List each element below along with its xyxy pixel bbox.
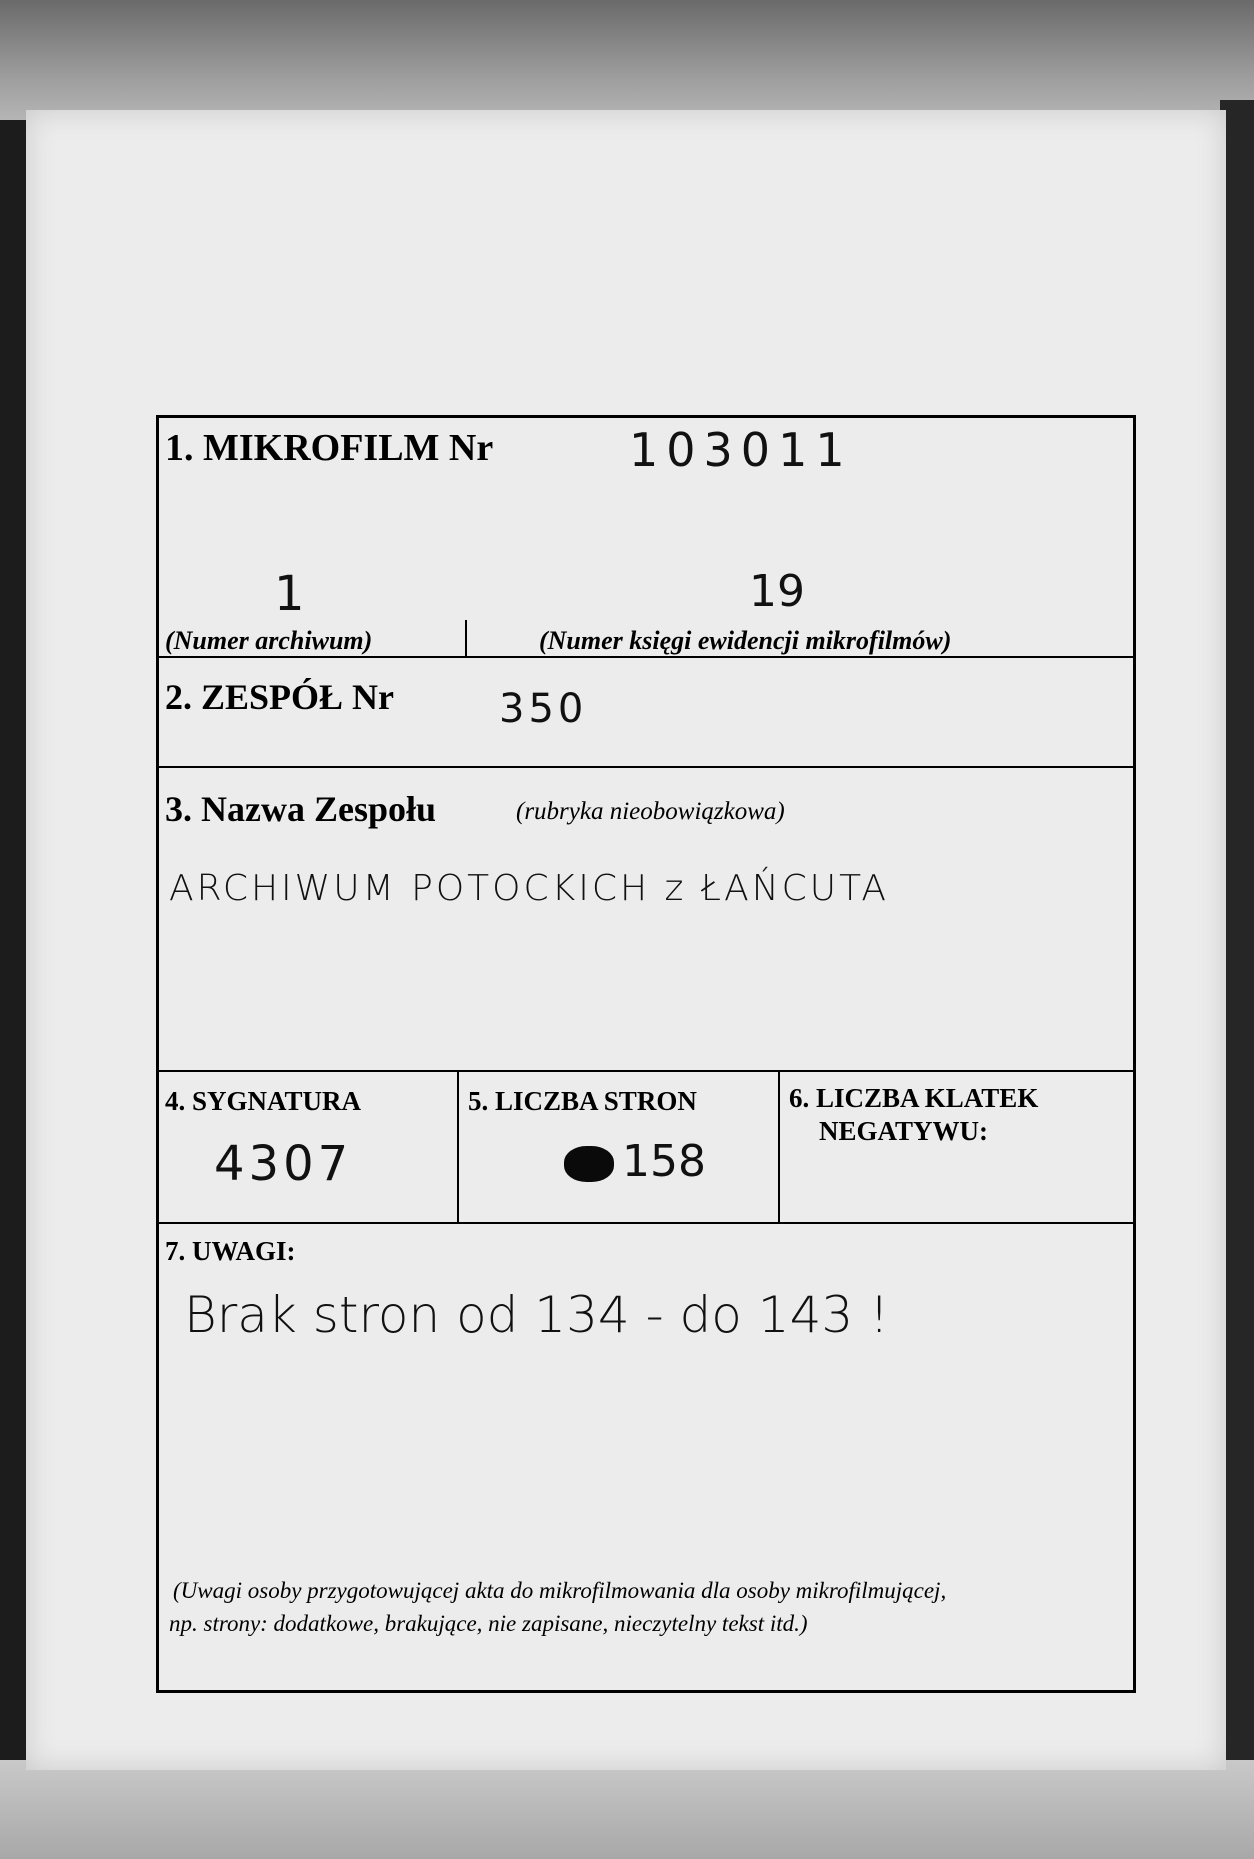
register-number-value: 19 bbox=[749, 566, 805, 617]
microfilm-form bbox=[156, 415, 1136, 1693]
group-name-value: ARCHIWUM POTOCKICH z ŁAŃCUTA bbox=[169, 868, 889, 909]
microfilm-number-value: 103011 bbox=[629, 423, 853, 477]
archive-number-caption: (Numer archiwum) bbox=[165, 626, 373, 655]
divider-3 bbox=[159, 1070, 1133, 1072]
remarks-footnote-line2: np. strony: dodatkowe, brakujące, nie zapisane, nieczytelny tekst itd.) bbox=[169, 1611, 808, 1636]
microfilm-card bbox=[26, 110, 1226, 1770]
group-number-value: 350 bbox=[499, 686, 588, 732]
page-count-label: 5. LICZBA STRON bbox=[468, 1086, 697, 1116]
scan-top-background bbox=[0, 0, 1254, 120]
group-number-label: 2. ZESPÓŁ Nr bbox=[165, 677, 395, 717]
divider-4 bbox=[159, 1222, 1133, 1224]
remarks-value: Brak stron od 134 - do 143 ! bbox=[184, 1286, 890, 1344]
register-number-caption: (Numer księgi ewidencji mikrofilmów) bbox=[539, 626, 952, 655]
negative-frames-label-line1: 6. LICZBA KLATEK bbox=[789, 1083, 1039, 1113]
divider-1 bbox=[159, 656, 1133, 658]
crossed-out-value-blot bbox=[564, 1146, 614, 1182]
microfilm-number-label: 1. MIKROFILM Nr bbox=[165, 427, 494, 469]
remarks-footnote-line1: (Uwagi osoby przygotowującej akta do mikrofilmowania dla osoby mikrofilmującej, bbox=[173, 1578, 947, 1603]
scan-left-edge bbox=[0, 120, 28, 1760]
scan-bottom-background bbox=[0, 1760, 1254, 1859]
archive-number-value: 1 bbox=[274, 566, 305, 622]
caption-divider bbox=[465, 620, 467, 656]
signature-value: 4307 bbox=[214, 1136, 353, 1192]
negative-frames-label-line2: NEGATYWU: bbox=[819, 1116, 989, 1146]
divider-2 bbox=[159, 766, 1133, 768]
group-name-note: (rubryka nieobowiązkowa) bbox=[516, 798, 785, 825]
signature-label: 4. SYGNATURA bbox=[165, 1086, 362, 1116]
page-count-value: 158 bbox=[622, 1136, 706, 1187]
group-name-label: 3. Nazwa Zespołu bbox=[165, 789, 437, 829]
remarks-label: 7. UWAGI: bbox=[165, 1236, 296, 1266]
column-divider-1 bbox=[457, 1070, 459, 1222]
column-divider-2 bbox=[778, 1070, 780, 1222]
